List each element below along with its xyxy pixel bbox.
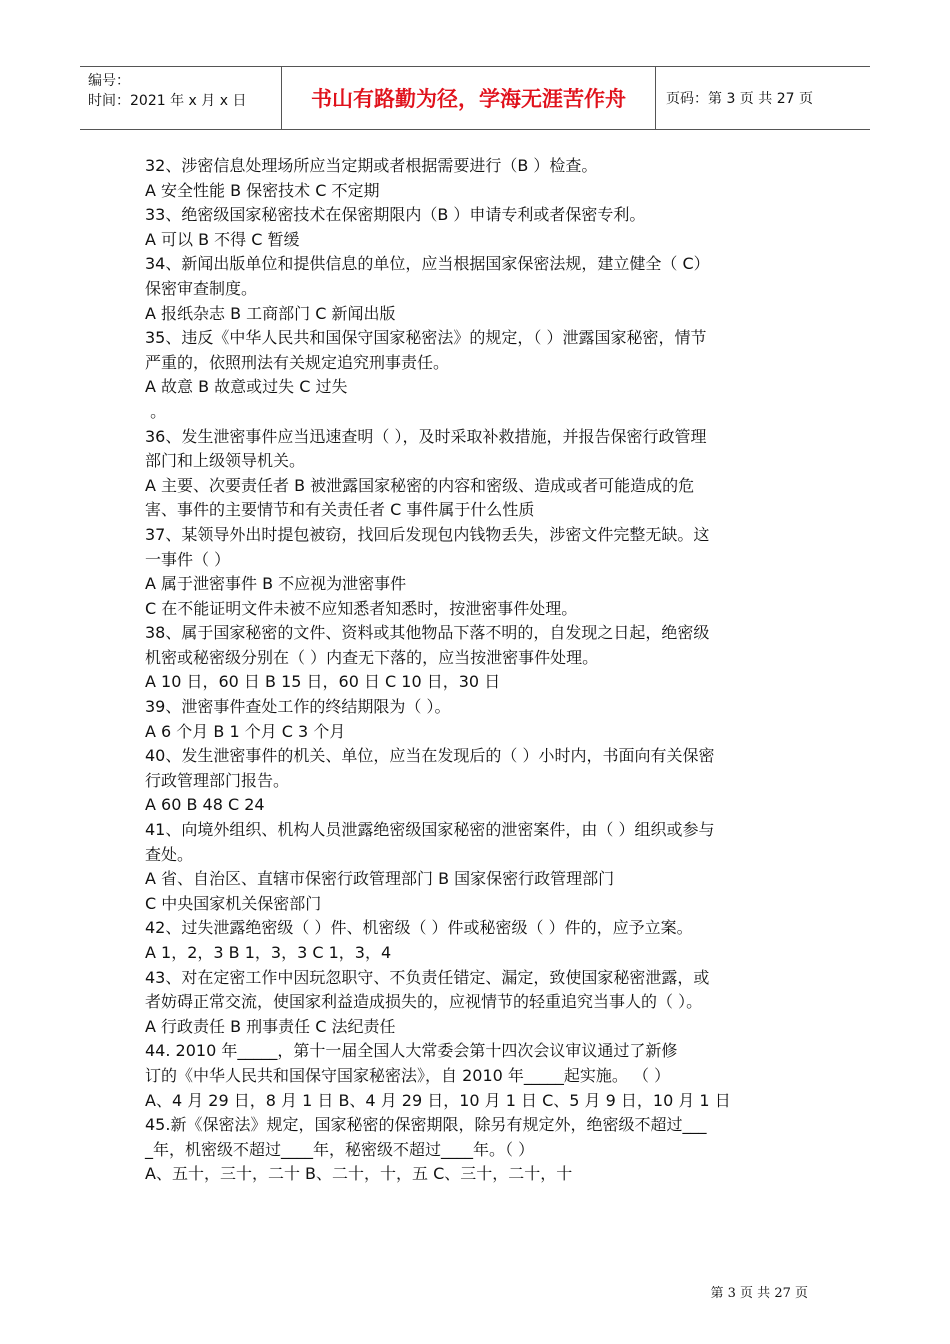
- text-line: A 60 B 48 C 24: [145, 795, 265, 815]
- text-line: 保密审查制度。: [145, 278, 258, 298]
- text-line: 40、发生泄密事件的机关、单位，应当在发现后的（ ）小时内，书面向有关保密: [145, 746, 715, 766]
- text-line: 44. 2010 年_____，第十一届全国人大常委会第十四次会议审议通过了新修: [145, 1041, 678, 1061]
- text-line: 订的《中华人民共和国保守国家秘密法》，自 2010 年_____起实施。 （ ）: [145, 1065, 671, 1085]
- text-line: 机密或秘密级分别在（ ）内查无下落的，应当按泄密事件处理。: [145, 647, 599, 667]
- text-line: 。: [145, 401, 167, 421]
- text-line: A 行政责任 B 刑事责任 C 法纪责任: [145, 1016, 396, 1036]
- text-line: 32、涉密信息处理场所应当定期或者根据需要进行（B ）检查。: [145, 156, 598, 175]
- question-list: [145, 154, 810, 1187]
- text-line: _年，机密级不超过____年，秘密级不超过____年。（ ）: [145, 1139, 535, 1159]
- text-line: 39、泄密事件查处工作的终结期限为（ ）。: [145, 697, 451, 717]
- text-line: A、五十，三十，二十 B、二十，十，五 C、三十，二十，十: [145, 1164, 573, 1184]
- text-line: 行政管理部门报告。: [145, 770, 290, 790]
- text-line: 查处。: [145, 844, 194, 864]
- text-line: 45.新《保密法》规定，国家秘密的保密期限，除另有规定外，绝密级不超过___: [145, 1115, 707, 1135]
- text-line: 33、绝密级国家秘密技术在保密期限内（B ）申请专利或者保密专利。: [145, 205, 646, 225]
- header-motto: 书山有路勤为径，学海无涯苦作舟: [282, 67, 656, 129]
- text-line: A 安全性能 B 保密技术 C 不定期: [145, 180, 380, 200]
- text-line: A 报纸杂志 B 工商部门 C 新闻出版: [145, 303, 396, 323]
- text-line: 35、违反《中华人民共和国保守国家秘密法》的规定，（ ）泄露国家秘密，情节: [145, 328, 707, 348]
- text-line: 严重的，依照刑法有关规定追究刑事责任。: [145, 352, 450, 372]
- page-footer: 第 3 页 共 27 页: [710, 1286, 808, 1301]
- text-line: A 主要、次要责任者 B 被泄露国家秘密的内容和密级、造成或者可能造成的危: [145, 475, 695, 495]
- text-line: C 在不能证明文件未被不应知悉者知悉时，按泄密事件处理。: [145, 598, 578, 618]
- text-line: 42、过失泄露绝密级（ ）件、机密级（ ）件或秘密级（ ）件的，应予立案。: [145, 918, 693, 938]
- text-line: C 中央国家机关保密部门: [145, 893, 322, 913]
- text-line: 害、事件的主要情节和有关责任者 C 事件属于什么性质: [145, 500, 535, 520]
- text-line: A 6 个月 B 1 个月 C 3 个月: [145, 721, 346, 741]
- text-line: 41、向境外组织、机构人员泄露绝密级国家秘密的泄密案件，由（ ）组织或参与: [145, 820, 715, 840]
- text-line: 者妨碍正常交流，使国家利益造成损失的，应视情节的轻重追究当事人的（ ）。: [145, 992, 703, 1012]
- text-line: A 故意 B 故意或过失 C 过失: [145, 377, 348, 397]
- text-line: A 属于泄密事件 B 不应视为泄密事件: [145, 574, 407, 594]
- page-header: [80, 66, 870, 130]
- document-date-label: 时间：2021 年 x 月 x 日: [88, 93, 247, 109]
- text-line: 43、对在定密工作中因玩忽职守、不负责任错定、漏定，致使国家秘密泄露，或: [145, 967, 710, 987]
- text-line: 一事件（ ）: [145, 549, 231, 569]
- text-line: A 10 日，60 日 B 15 日，60 日 C 10 日，30 日: [145, 672, 501, 692]
- text-line: A 可以 B 不得 C 暂缓: [145, 229, 300, 249]
- text-line: A 省、自治区、直辖市保密行政管理部门 B 国家保密行政管理部门: [145, 869, 615, 889]
- text-line: 34、新闻出版单位和提供信息的单位，应当根据国家保密法规，建立健全（ C）: [145, 254, 710, 274]
- text-line: 38、属于国家秘密的文件、资料或其他物品下落不明的，自发现之日起，绝密级: [145, 623, 710, 643]
- text-line: 37、某领导外出时提包被窃，找回后发现包内钱物丢失，涉密文件完整无缺。这: [145, 524, 710, 544]
- header-page-label: 页码：第 3 页 共 27 页: [666, 91, 813, 107]
- document-number-label: 编号：: [88, 73, 130, 89]
- text-line: A、4 月 29 日，8 月 1 日 B、4 月 29 日，10 月 1 日 C、5 月 9 日，10 月 1 日: [145, 1090, 731, 1110]
- text-line: 36、发生泄密事件应当迅速查明（ ），及时采取补救措施，并报告保密行政管理: [145, 426, 707, 446]
- text-line: 部门和上级领导机关。: [145, 451, 306, 471]
- header-left-cell: [80, 67, 282, 129]
- text-line: A 1，2，3 B 1，3，3 C 1，3，4: [145, 943, 392, 962]
